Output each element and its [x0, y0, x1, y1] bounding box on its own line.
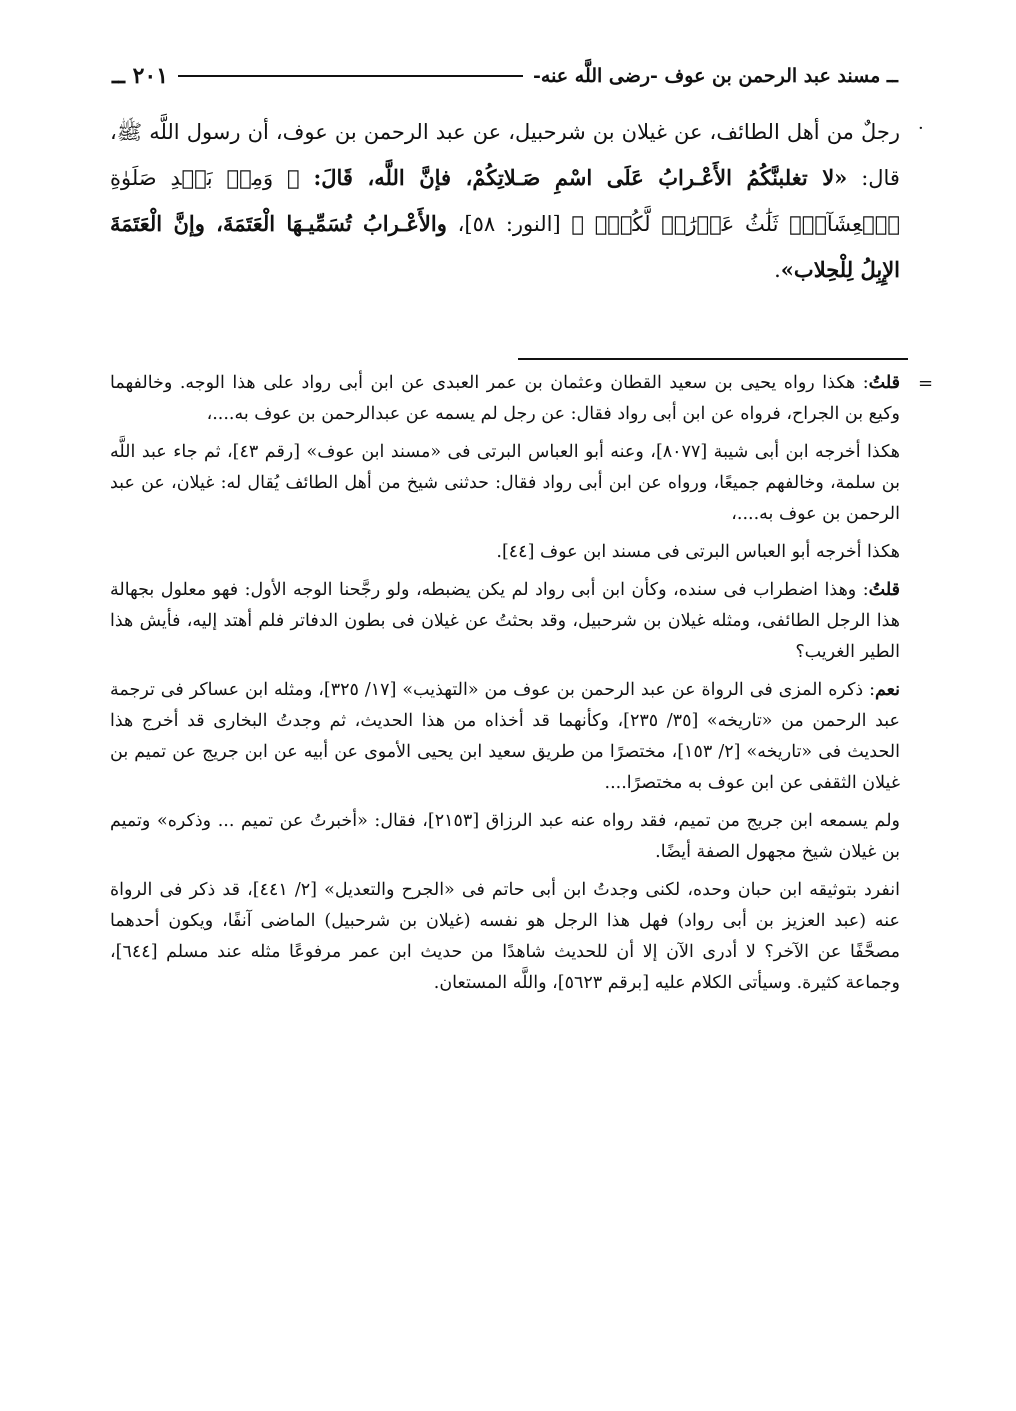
footnote-text: : هكذا رواه يحيى بن سعيد القطان وعثمان بن عمر العبدى عن ابن أبى رواد على هذا الوجه. وخالفهما وكيع بن الجراح، فرواه عن ابن أبى رواد فقال: عن رجل لم يسمه عن عبدالرحمن بن عوف به....،: [110, 373, 900, 424]
footnote-text: ولم يسمعه ابن جريج من تميم، فقد رواه عنه عبد الرزاق [٢١٥٣]، فقال: «أخبرتُ عن تميم ... وذكره» وتميم بن غيلان شيخ مجهول الصفة أيضًا.: [110, 811, 900, 862]
header-rule: [178, 75, 523, 77]
footnotes: [110, 368, 900, 1006]
footnote-paragraph: [110, 575, 900, 668]
footnote-text: هكذا أخرجه ابن أبى شيبة [٨٠٧٧]، وعنه أبو العباس البرتى فى «مسند ابن عوف» [رقم ٤٣]، ثم جاء عبد اللَّه بن سلمة، وخالفهم جميعًا، ورواه عن ابن أبى رواد فقال: حدثنى شيخ من أهل الطائف يُقال له: غيلان، عن عبد الرحمن بن عوف به....،: [110, 442, 900, 524]
footnote-paragraph: [110, 675, 900, 799]
quran-reference: [النور: ٥٨]،: [457, 212, 561, 236]
hadith-end-period: .: [774, 258, 781, 282]
footnote-text: انفرد بتوثيقه ابن حبان وحده، لكنى وجدتُ ابن أبى حاتم فى «الجرح والتعديل» [٢/ ٤٤١]، قد ذكر فى الرواة عنه (عبد العزيز بن أبى رواد) فهل هذا الرجل هو نفسه (غيلان بن شرحبيل) الماضى آنفًا، ويكون أحدهما مصحَّفًا عن الآخر؟ لا أدرى الآن إلا أن للحديث شاهدًا من حديث ابن عمر مرفوعًا مثله عند مسلم [٦٤٤]، وجماعة كثيرة. وسيأتى الكلام عليه [برقم ٥٦٢٣]، واللَّه المستعان.: [110, 880, 900, 993]
hadith-text: [110, 110, 900, 293]
footnote-text: هكذا أخرجه أبو العباس البرتى فى مسند ابن عوف [٤٤].: [496, 542, 900, 562]
footnote-text: : وهذا اضطراب فى سنده، وكأن ابن أبى رواد لم يكن يضبطه، ولو رجَّحنا الوجه الأول: فهو معلول بجهالة هذا الرجل الطائفى، ومثله غيلان بن شرحبيل، وقد بحثتُ عن غيلان فى بطون الدفاتر فلم أهتد إليه، فأيش هذا الطير الغريب؟: [110, 580, 900, 662]
footnote-paragraph: [110, 875, 900, 999]
header-title: ــ مسند عبد الرحمن بن عوف -رضى اللَّه عنه-: [533, 65, 898, 87]
footnote-paragraph: [110, 537, 900, 568]
footnote-continuation-mark: =: [918, 373, 934, 394]
running-header: [112, 58, 898, 94]
footnote-paragraph: [110, 437, 900, 530]
footnote-divider: [518, 358, 908, 360]
footnote-lead: قلتُ: [868, 373, 900, 393]
footnote-paragraph: [110, 368, 900, 430]
hadith-isnad: رجلٌ من أهل الطائف، عن غيلان بن شرحبيل، عن عبد الرحمن بن عوف، أن رسول اللَّه ﷺ، قال:: [110, 120, 900, 190]
page-number: ٢٠١ ــ: [112, 63, 169, 89]
footnote-lead: قلتُ: [868, 580, 900, 600]
footnote-lead: نعم: [875, 680, 900, 700]
margin-dot: ·: [918, 118, 924, 139]
footnote-text: : ذكره المزى فى الرواة عن عبد الرحمن بن عوف من «التهذيب» [١٧/ ٣٢٥]، ومثله ابن عساكر فى ترجمة عبد الرحمن من «تاريخه» [٣٥/ ٢٣٥]، وكأنهما قد أخذاه من هذا الحديث، ثم وجدتُ البخارى قد أخرج هذا الحديث فى «تاريخه» [٢/ ١٥٣]، مختصرًا من طريق سعيد ابن يحيى الأموى عن أبيه عن ابن جريج عن تميم بن غيلان الثقفى عن ابن عوف به مختصرًا....: [110, 680, 900, 793]
hadith-matn-part1: «لا تغلبنَّكُمُ الأَعْـرابُ عَلَى اسْمِ صَـلاتِكُمْ، فإنَّ اللَّه، قَالَ:: [313, 165, 848, 190]
quran-verse: ﴿ وَمِنۢ بَعۡدِ صَلَوٰةِ ٱلۡعِشَآءِۚ ثَلَٰثُ عَوۡرَٰتٖ لَّكُمۡۚ ﴾: [110, 166, 900, 236]
hadith-matn-part2: والأَعْـرابُ تُسَمِّيـهَا الْعَتَمَةَ، وإنَّ الْعَتَمَةَ الإِبِلُ لِلْحِلاب»: [110, 211, 900, 282]
footnote-paragraph: [110, 806, 900, 868]
